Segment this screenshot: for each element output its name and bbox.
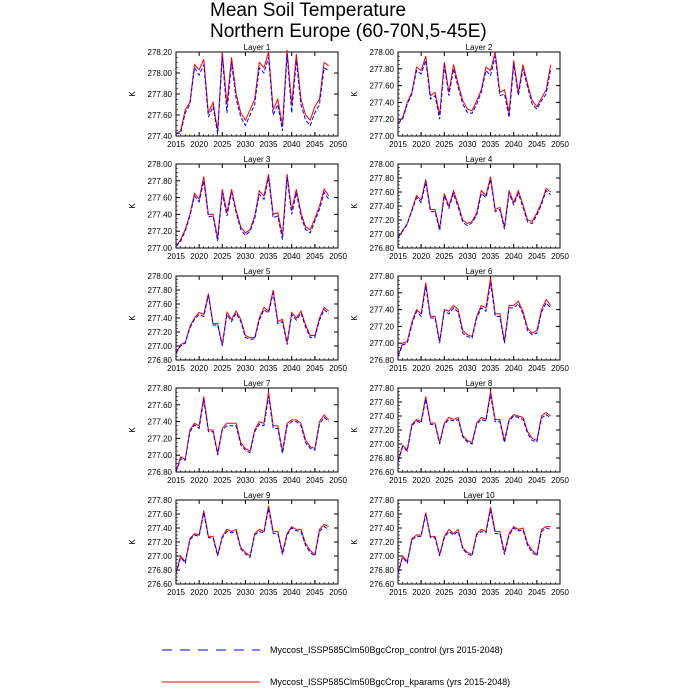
y-axis-label: K: [128, 91, 137, 97]
x-tick-label: 2015: [389, 476, 407, 485]
x-tick-label: 2050: [329, 588, 347, 597]
x-tick-label: 2050: [551, 252, 569, 261]
y-tick-label: 278.00: [369, 48, 394, 57]
x-tick-label: 2045: [527, 140, 546, 149]
series-line-kparams: [176, 506, 329, 574]
x-tick-label: 2025: [435, 476, 454, 485]
panel-title: Layer 6: [465, 267, 493, 276]
y-tick-label: 277.00: [147, 244, 172, 253]
y-axis-label: K: [128, 427, 137, 433]
y-tick-label: 277.00: [147, 342, 172, 351]
x-tick-label: 2040: [282, 364, 301, 373]
series-line-kparams: [398, 392, 551, 462]
y-tick-label: 277.00: [369, 230, 394, 239]
x-tick-label: 2030: [458, 364, 477, 373]
y-tick-label: 276.80: [147, 468, 172, 477]
x-tick-label: 2045: [305, 364, 324, 373]
x-tick-label: 2050: [329, 140, 347, 149]
series-line-kparams: [398, 52, 551, 123]
series-line-control: [398, 283, 551, 357]
y-tick-label: 277.20: [147, 227, 172, 237]
plot-frame: [398, 276, 560, 360]
plot-frame: [176, 388, 338, 472]
y-tick-label: 276.80: [147, 566, 172, 575]
x-tick-label: 2035: [259, 252, 278, 261]
x-tick-label: 2040: [282, 588, 301, 597]
y-tick-label: 278.00: [147, 272, 172, 281]
x-tick-label: 2020: [412, 140, 431, 149]
x-tick-label: 2045: [305, 476, 324, 485]
x-tick-label: 2040: [282, 476, 301, 485]
y-tick-label: 277.80: [369, 64, 394, 74]
y-tick-label: 277.40: [369, 412, 394, 421]
y-tick-label: 277.00: [369, 552, 394, 561]
x-tick-label: 2030: [458, 252, 477, 261]
x-tick-label: 2025: [435, 588, 454, 597]
x-tick-label: 2025: [213, 252, 232, 261]
panel-title: Layer 7: [243, 379, 271, 388]
y-tick-label: 278.00: [369, 160, 394, 169]
y-tick-label: 277.60: [147, 300, 172, 309]
plot-frame: [176, 500, 338, 584]
y-tick-label: 277.20: [369, 538, 394, 547]
series-line-control: [398, 395, 551, 462]
y-axis-label: K: [350, 203, 359, 209]
x-tick-label: 2045: [527, 588, 546, 597]
y-tick-label: 277.40: [147, 132, 172, 141]
y-tick-label: 277.60: [147, 400, 172, 410]
y-tick-label: 277.20: [369, 216, 394, 225]
y-tick-label: 276.60: [369, 468, 394, 477]
panel-title: Layer 8: [465, 379, 493, 388]
x-tick-label: 2035: [481, 364, 500, 373]
x-tick-label: 2050: [329, 364, 347, 373]
x-tick-label: 2035: [481, 252, 500, 261]
x-tick-label: 2025: [213, 588, 232, 597]
x-tick-label: 2030: [458, 476, 477, 485]
x-tick-label: 2045: [305, 588, 324, 597]
panel-title: Layer 10: [463, 491, 495, 500]
y-tick-label: 277.60: [369, 288, 394, 298]
x-tick-label: 2050: [329, 252, 347, 261]
x-tick-label: 2015: [167, 364, 185, 373]
y-tick-label: 277.80: [147, 286, 172, 295]
y-tick-label: 277.20: [369, 115, 394, 125]
x-tick-label: 2025: [213, 140, 232, 149]
x-tick-label: 2045: [527, 252, 546, 261]
x-tick-label: 2040: [282, 140, 301, 149]
y-axis-label: K: [350, 315, 359, 321]
y-tick-label: 277.80: [369, 496, 394, 505]
x-tick-label: 2035: [259, 588, 278, 597]
y-tick-label: 277.80: [369, 174, 394, 183]
x-tick-label: 2035: [259, 140, 278, 149]
y-tick-label: 277.60: [369, 510, 394, 519]
x-tick-label: 2020: [190, 140, 209, 149]
series-line-control: [176, 54, 329, 134]
y-axis-label: K: [128, 203, 137, 209]
y-axis-label: K: [128, 315, 137, 321]
x-tick-label: 2015: [389, 252, 407, 261]
series-line-kparams: [176, 50, 329, 134]
x-tick-label: 2050: [551, 476, 569, 485]
series-line-kparams: [176, 392, 329, 472]
y-tick-label: 277.00: [147, 451, 172, 461]
y-tick-label: 278.00: [147, 69, 172, 78]
x-tick-label: 2050: [551, 364, 569, 373]
y-tick-label: 276.80: [369, 244, 394, 253]
panel-title: Layer 2: [465, 43, 493, 52]
y-axis-label: K: [128, 539, 137, 545]
x-tick-label: 2015: [389, 140, 407, 149]
x-tick-label: 2040: [504, 140, 523, 149]
y-tick-label: 277.60: [147, 193, 172, 203]
series-line-control: [176, 508, 329, 573]
y-tick-label: 277.40: [147, 524, 172, 533]
x-tick-label: 2030: [236, 588, 255, 597]
y-axis-label: K: [350, 539, 359, 545]
series-line-control: [398, 179, 551, 237]
panel-title: Layer 9: [243, 491, 271, 500]
x-tick-label: 2025: [435, 140, 454, 149]
x-tick-label: 2025: [435, 364, 454, 373]
plot-frame: [176, 52, 338, 136]
legend-label-control: Myccost_ISSP585Clm50BgcCrop_control (yrs 2015-2048): [270, 645, 503, 655]
x-tick-label: 2050: [329, 476, 347, 485]
x-tick-label: 2045: [527, 476, 546, 485]
y-tick-label: 277.60: [147, 510, 172, 519]
x-tick-label: 2015: [389, 588, 407, 597]
x-tick-label: 2030: [458, 588, 477, 597]
x-tick-label: 2020: [190, 252, 209, 261]
series-line-kparams: [176, 174, 329, 246]
x-tick-label: 2035: [259, 476, 278, 485]
x-tick-label: 2035: [481, 140, 500, 149]
y-tick-label: 276.80: [369, 566, 394, 575]
x-tick-label: 2030: [236, 140, 255, 149]
x-tick-label: 2045: [305, 140, 324, 149]
y-tick-label: 277.80: [147, 384, 172, 393]
x-tick-label: 2030: [236, 364, 255, 373]
x-tick-label: 2030: [236, 252, 255, 261]
x-tick-label: 2025: [435, 252, 454, 261]
panel-title: Layer 1: [243, 43, 271, 52]
y-tick-label: 276.60: [369, 580, 394, 589]
figure-subtitle: Northern Europe (60-70N,5-45E): [210, 21, 487, 42]
y-tick-label: 277.20: [369, 426, 394, 435]
y-axis-label: K: [350, 427, 359, 433]
x-tick-label: 2020: [190, 364, 209, 373]
x-tick-label: 2015: [167, 252, 185, 261]
y-tick-label: 277.00: [369, 440, 394, 449]
series-line-control: [398, 56, 551, 123]
y-tick-label: 277.80: [369, 272, 394, 281]
x-tick-label: 2020: [190, 588, 209, 597]
y-tick-label: 277.20: [147, 434, 172, 444]
x-tick-label: 2040: [504, 476, 523, 485]
series-line-kparams: [398, 507, 551, 574]
y-tick-label: 277.80: [147, 176, 172, 186]
series-line-kparams: [398, 177, 551, 238]
y-tick-label: 277.00: [369, 132, 394, 141]
plot-frame: [398, 388, 560, 472]
figure-title: Mean Soil Temperature: [210, 0, 407, 21]
y-tick-label: 278.00: [147, 160, 172, 169]
panel-title: Layer 3: [243, 155, 271, 164]
y-tick-label: 277.80: [147, 496, 172, 505]
x-tick-label: 2035: [481, 476, 500, 485]
y-tick-label: 277.20: [147, 538, 172, 547]
y-tick-label: 277.40: [369, 305, 394, 315]
x-tick-label: 2025: [213, 476, 232, 485]
panel-title: Layer 4: [465, 155, 493, 164]
x-tick-label: 2045: [527, 364, 546, 373]
y-tick-label: 276.80: [369, 454, 394, 463]
series-line-control: [176, 293, 329, 353]
x-tick-label: 2015: [389, 364, 407, 373]
x-tick-label: 2045: [305, 252, 324, 261]
y-tick-label: 276.60: [147, 580, 172, 589]
y-tick-label: 276.80: [369, 356, 394, 365]
y-tick-label: 277.40: [369, 202, 394, 211]
x-tick-label: 2040: [504, 364, 523, 373]
y-tick-label: 277.40: [369, 98, 394, 108]
series-line-kparams: [176, 290, 329, 353]
y-tick-label: 277.60: [369, 81, 394, 91]
y-tick-label: 277.60: [147, 111, 172, 120]
x-tick-label: 2015: [167, 588, 185, 597]
x-tick-label: 2020: [412, 252, 431, 261]
x-tick-label: 2040: [504, 588, 523, 597]
series-line-control: [398, 510, 551, 574]
x-tick-label: 2030: [236, 476, 255, 485]
y-tick-label: 277.40: [147, 210, 172, 220]
x-tick-label: 2020: [190, 476, 209, 485]
y-tick-label: 277.20: [369, 322, 394, 332]
x-tick-label: 2020: [412, 476, 431, 485]
x-tick-label: 2015: [167, 476, 185, 485]
x-tick-label: 2025: [213, 364, 232, 373]
y-tick-label: 278.20: [147, 48, 172, 57]
x-tick-label: 2040: [504, 252, 523, 261]
x-tick-label: 2030: [458, 140, 477, 149]
y-tick-label: 277.60: [369, 188, 394, 197]
y-tick-label: 277.80: [369, 384, 394, 393]
plot-frame: [398, 500, 560, 584]
x-tick-label: 2035: [481, 588, 500, 597]
y-tick-label: 277.60: [369, 398, 394, 407]
series-line-control: [176, 396, 329, 472]
y-tick-label: 277.00: [147, 552, 172, 561]
series-line-control: [176, 177, 329, 246]
y-tick-label: 277.40: [369, 524, 394, 533]
y-axis-label: K: [350, 91, 359, 97]
plot-frame: [176, 276, 338, 360]
y-tick-label: 277.40: [147, 417, 172, 427]
x-tick-label: 2050: [551, 140, 569, 149]
y-tick-label: 277.00: [369, 339, 394, 349]
x-tick-label: 2035: [259, 364, 278, 373]
x-tick-label: 2020: [412, 588, 431, 597]
x-tick-label: 2015: [167, 140, 185, 149]
x-tick-label: 2020: [412, 364, 431, 373]
y-tick-label: 277.40: [147, 314, 172, 323]
y-tick-label: 277.80: [147, 90, 172, 99]
y-tick-label: 277.20: [147, 328, 172, 337]
x-tick-label: 2040: [282, 252, 301, 261]
panel-title: Layer 5: [243, 267, 271, 276]
x-tick-label: 2050: [551, 588, 569, 597]
y-tick-label: 276.80: [147, 356, 172, 365]
legend-label-kparams: Myccost_ISSP585Clm50BgcCrop_kparams (yrs 2015-2048): [270, 677, 511, 687]
